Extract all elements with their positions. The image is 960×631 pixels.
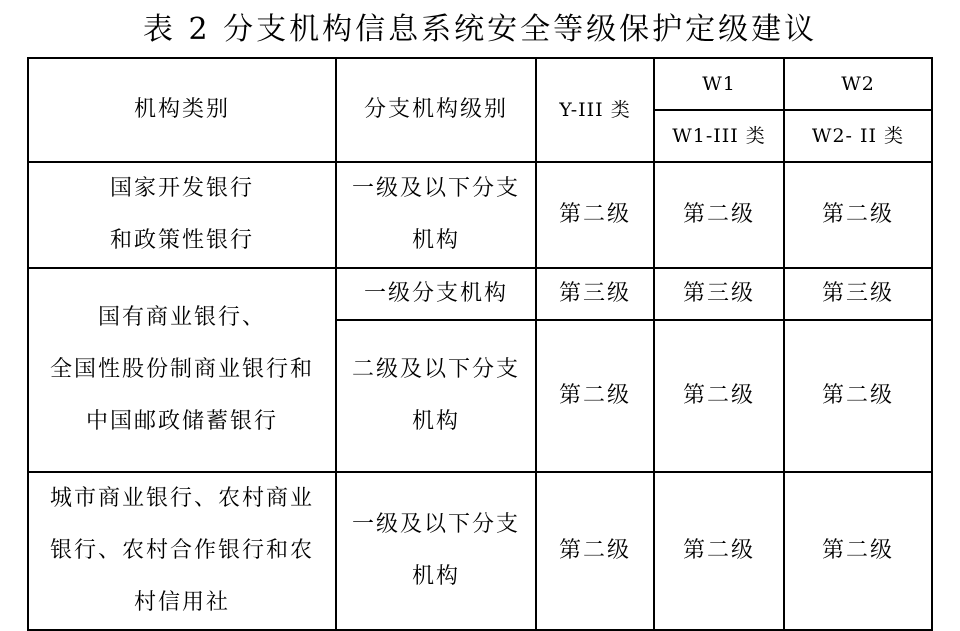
row1-w1-level: 第二级 <box>654 162 784 268</box>
table-title: 表 2 分支机构信息系统安全等级保护定级建议 <box>142 12 818 47</box>
cell-line: 一级及以下分支 <box>351 176 520 201</box>
header-w1-class: W1-III 类 <box>654 110 784 162</box>
cell-line: 一级及以下分支 <box>351 512 520 537</box>
row2-w1-level: 第三级 <box>654 268 784 320</box>
row3-y-level: 第二级 <box>536 320 654 472</box>
row4-org-type <box>28 472 336 630</box>
row4-w1-level: 第二级 <box>654 472 784 630</box>
header-w2: W2 <box>784 58 932 110</box>
header-branch-level: 分支机构级别 <box>336 58 536 162</box>
header-org-type: 机构类别 <box>28 58 336 162</box>
row3-w1-level: 第二级 <box>654 320 784 472</box>
row1-org-type <box>28 162 336 268</box>
row2-y-level: 第三级 <box>536 268 654 320</box>
header-w2-class: W2- II 类 <box>784 110 932 162</box>
cell-line: 银行、农村合作银行和农 <box>49 538 314 563</box>
cell-line: 一级分支机构 <box>363 281 508 306</box>
header-w1: W1 <box>654 58 784 110</box>
row4-branch-level <box>336 472 536 630</box>
header-y-class: Y-III 类 <box>536 58 654 162</box>
row1-branch-level <box>336 162 536 268</box>
security-level-table <box>27 57 933 631</box>
cell-line: 中国邮政储蓄银行 <box>85 409 278 434</box>
cell-line: 城市商业银行、农村商业 <box>49 486 314 511</box>
cell-line: 机构 <box>411 409 460 434</box>
row3-branch-level <box>336 320 536 472</box>
cell-line: 国有商业银行、 <box>97 305 266 330</box>
row1-y-level: 第二级 <box>536 162 654 268</box>
row2-org-type <box>28 268 336 472</box>
row1-w2-level: 第二级 <box>784 162 932 268</box>
row4-y-level: 第二级 <box>536 472 654 630</box>
cell-line: 机构 <box>411 228 460 253</box>
row2-w2-level: 第三级 <box>784 268 932 320</box>
cell-line: 机构 <box>411 564 460 589</box>
row3-w2-level: 第二级 <box>784 320 932 472</box>
row4-w2-level: 第二级 <box>784 472 932 630</box>
cell-line: 和政策性银行 <box>109 228 254 253</box>
cell-line: 二级及以下分支 <box>351 357 520 382</box>
cell-line: 全国性股份制商业银行和 <box>49 357 314 382</box>
cell-line: 国家开发银行 <box>109 176 254 201</box>
row2-branch-level <box>336 268 536 320</box>
cell-line: 村信用社 <box>133 590 230 615</box>
